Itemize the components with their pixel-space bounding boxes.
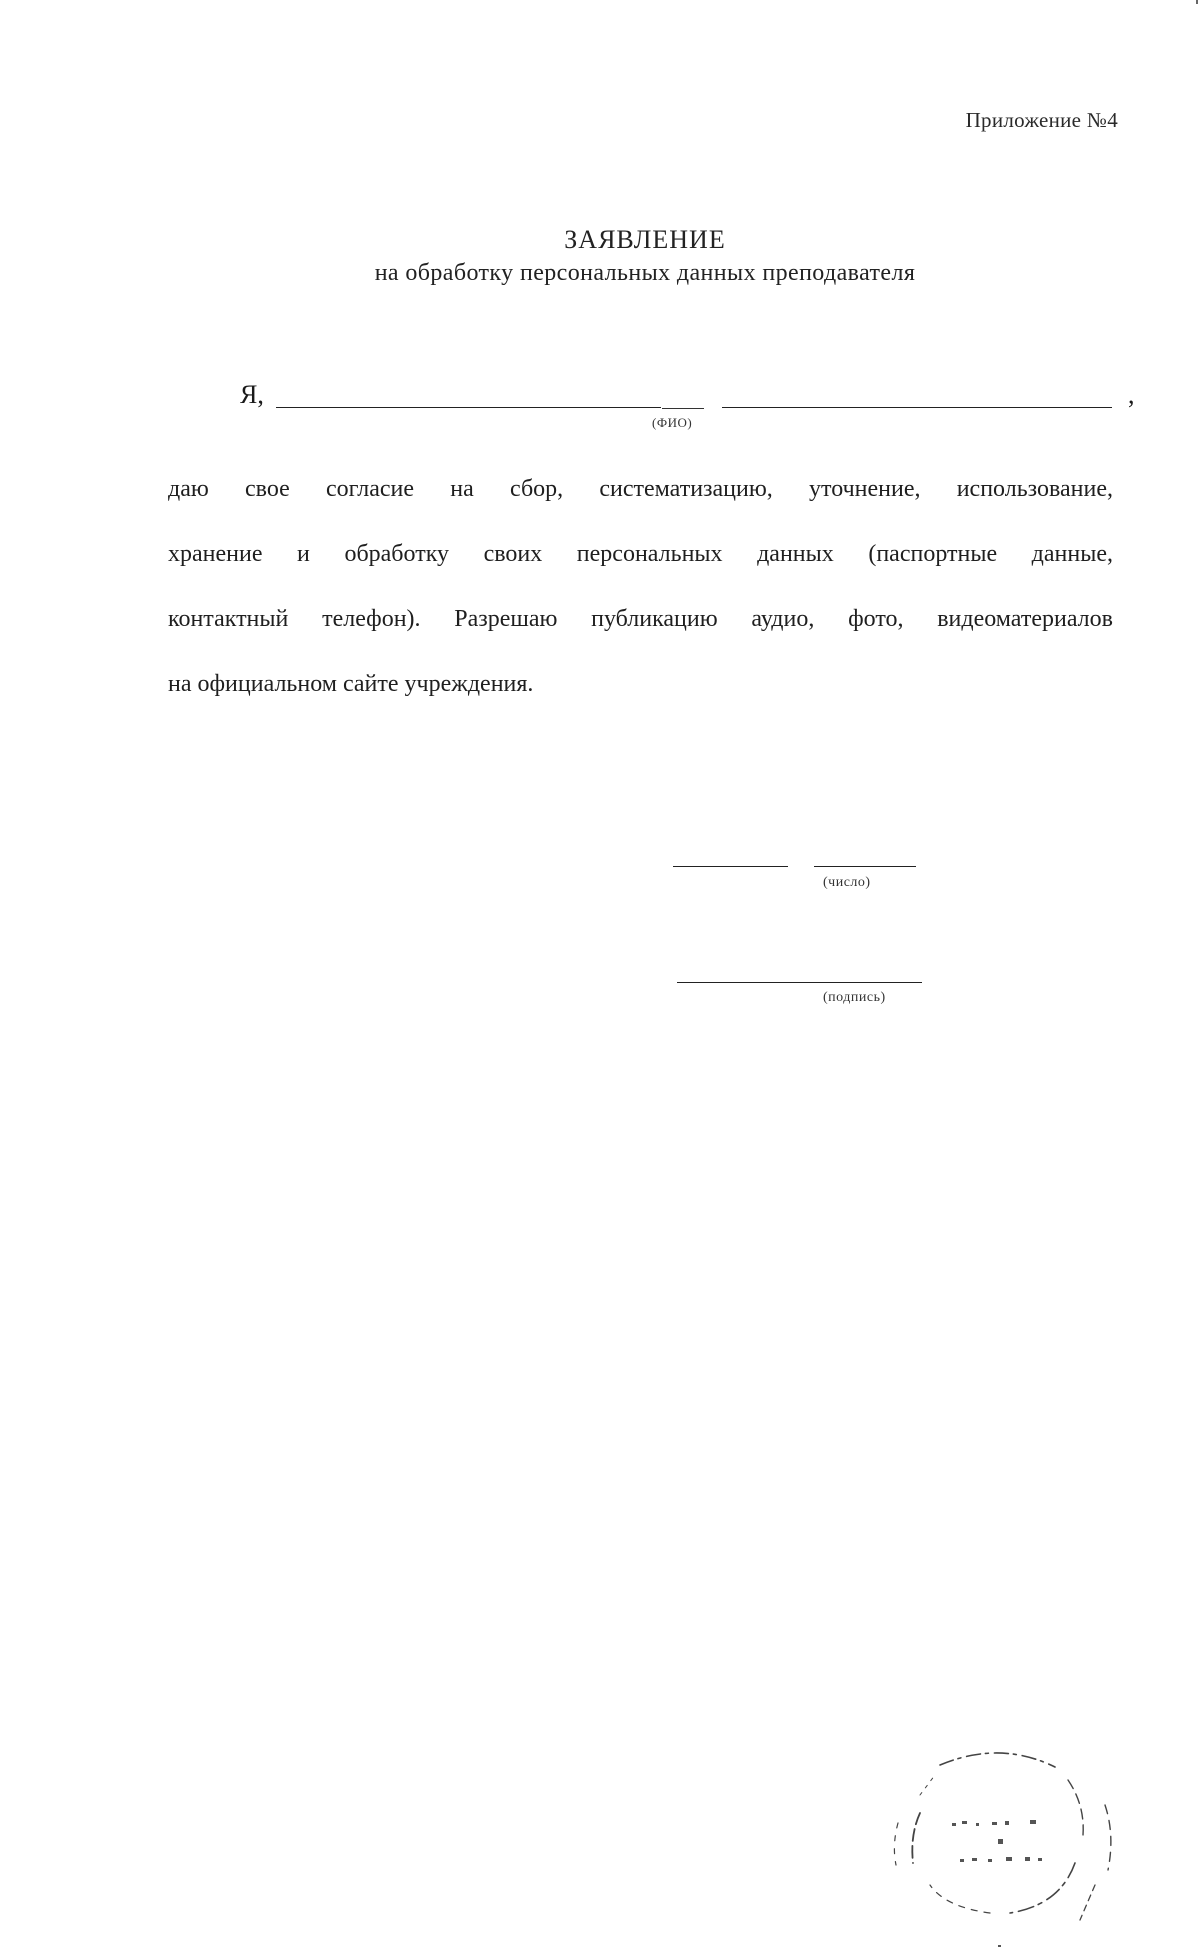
date-blank-line	[673, 866, 788, 867]
fio-prefix: Я,	[240, 380, 264, 409]
consent-line: даю свое согласие на сбор, систематизацию, уточнение, использование,	[168, 476, 1113, 502]
scan-artifact	[1194, 0, 1200, 6]
consent-paragraph	[168, 457, 1113, 717]
date-caption: (число)	[823, 875, 871, 890]
document-title: ЗАЯВЛЕНИЕ	[564, 225, 726, 254]
consent-line: на официальном сайте учреждения.	[168, 671, 534, 697]
round-seal-icon	[880, 1735, 1130, 1955]
signature-caption: (подпись)	[823, 990, 886, 1005]
date-blank-line-2	[814, 866, 916, 867]
signature-blank-line	[677, 982, 922, 983]
consent-line: хранение и обработку своих персональных данных (паспортные данные,	[168, 541, 1113, 567]
appendix-label: Приложение №4	[965, 108, 1118, 132]
consent-line: контактный телефон). Разрешаю публикацию аудио, фото, видеоматериалов	[168, 606, 1113, 632]
fio-blank-line	[276, 407, 661, 408]
fio-blank-line-dash	[662, 408, 704, 409]
fio-field-row	[240, 380, 1135, 420]
fio-caption: (ФИО)	[652, 415, 693, 430]
fio-suffix: ,	[1128, 380, 1135, 409]
fio-blank-line-2	[722, 407, 1112, 408]
document-subtitle: на обработку персональных данных преподавателя	[374, 260, 916, 286]
